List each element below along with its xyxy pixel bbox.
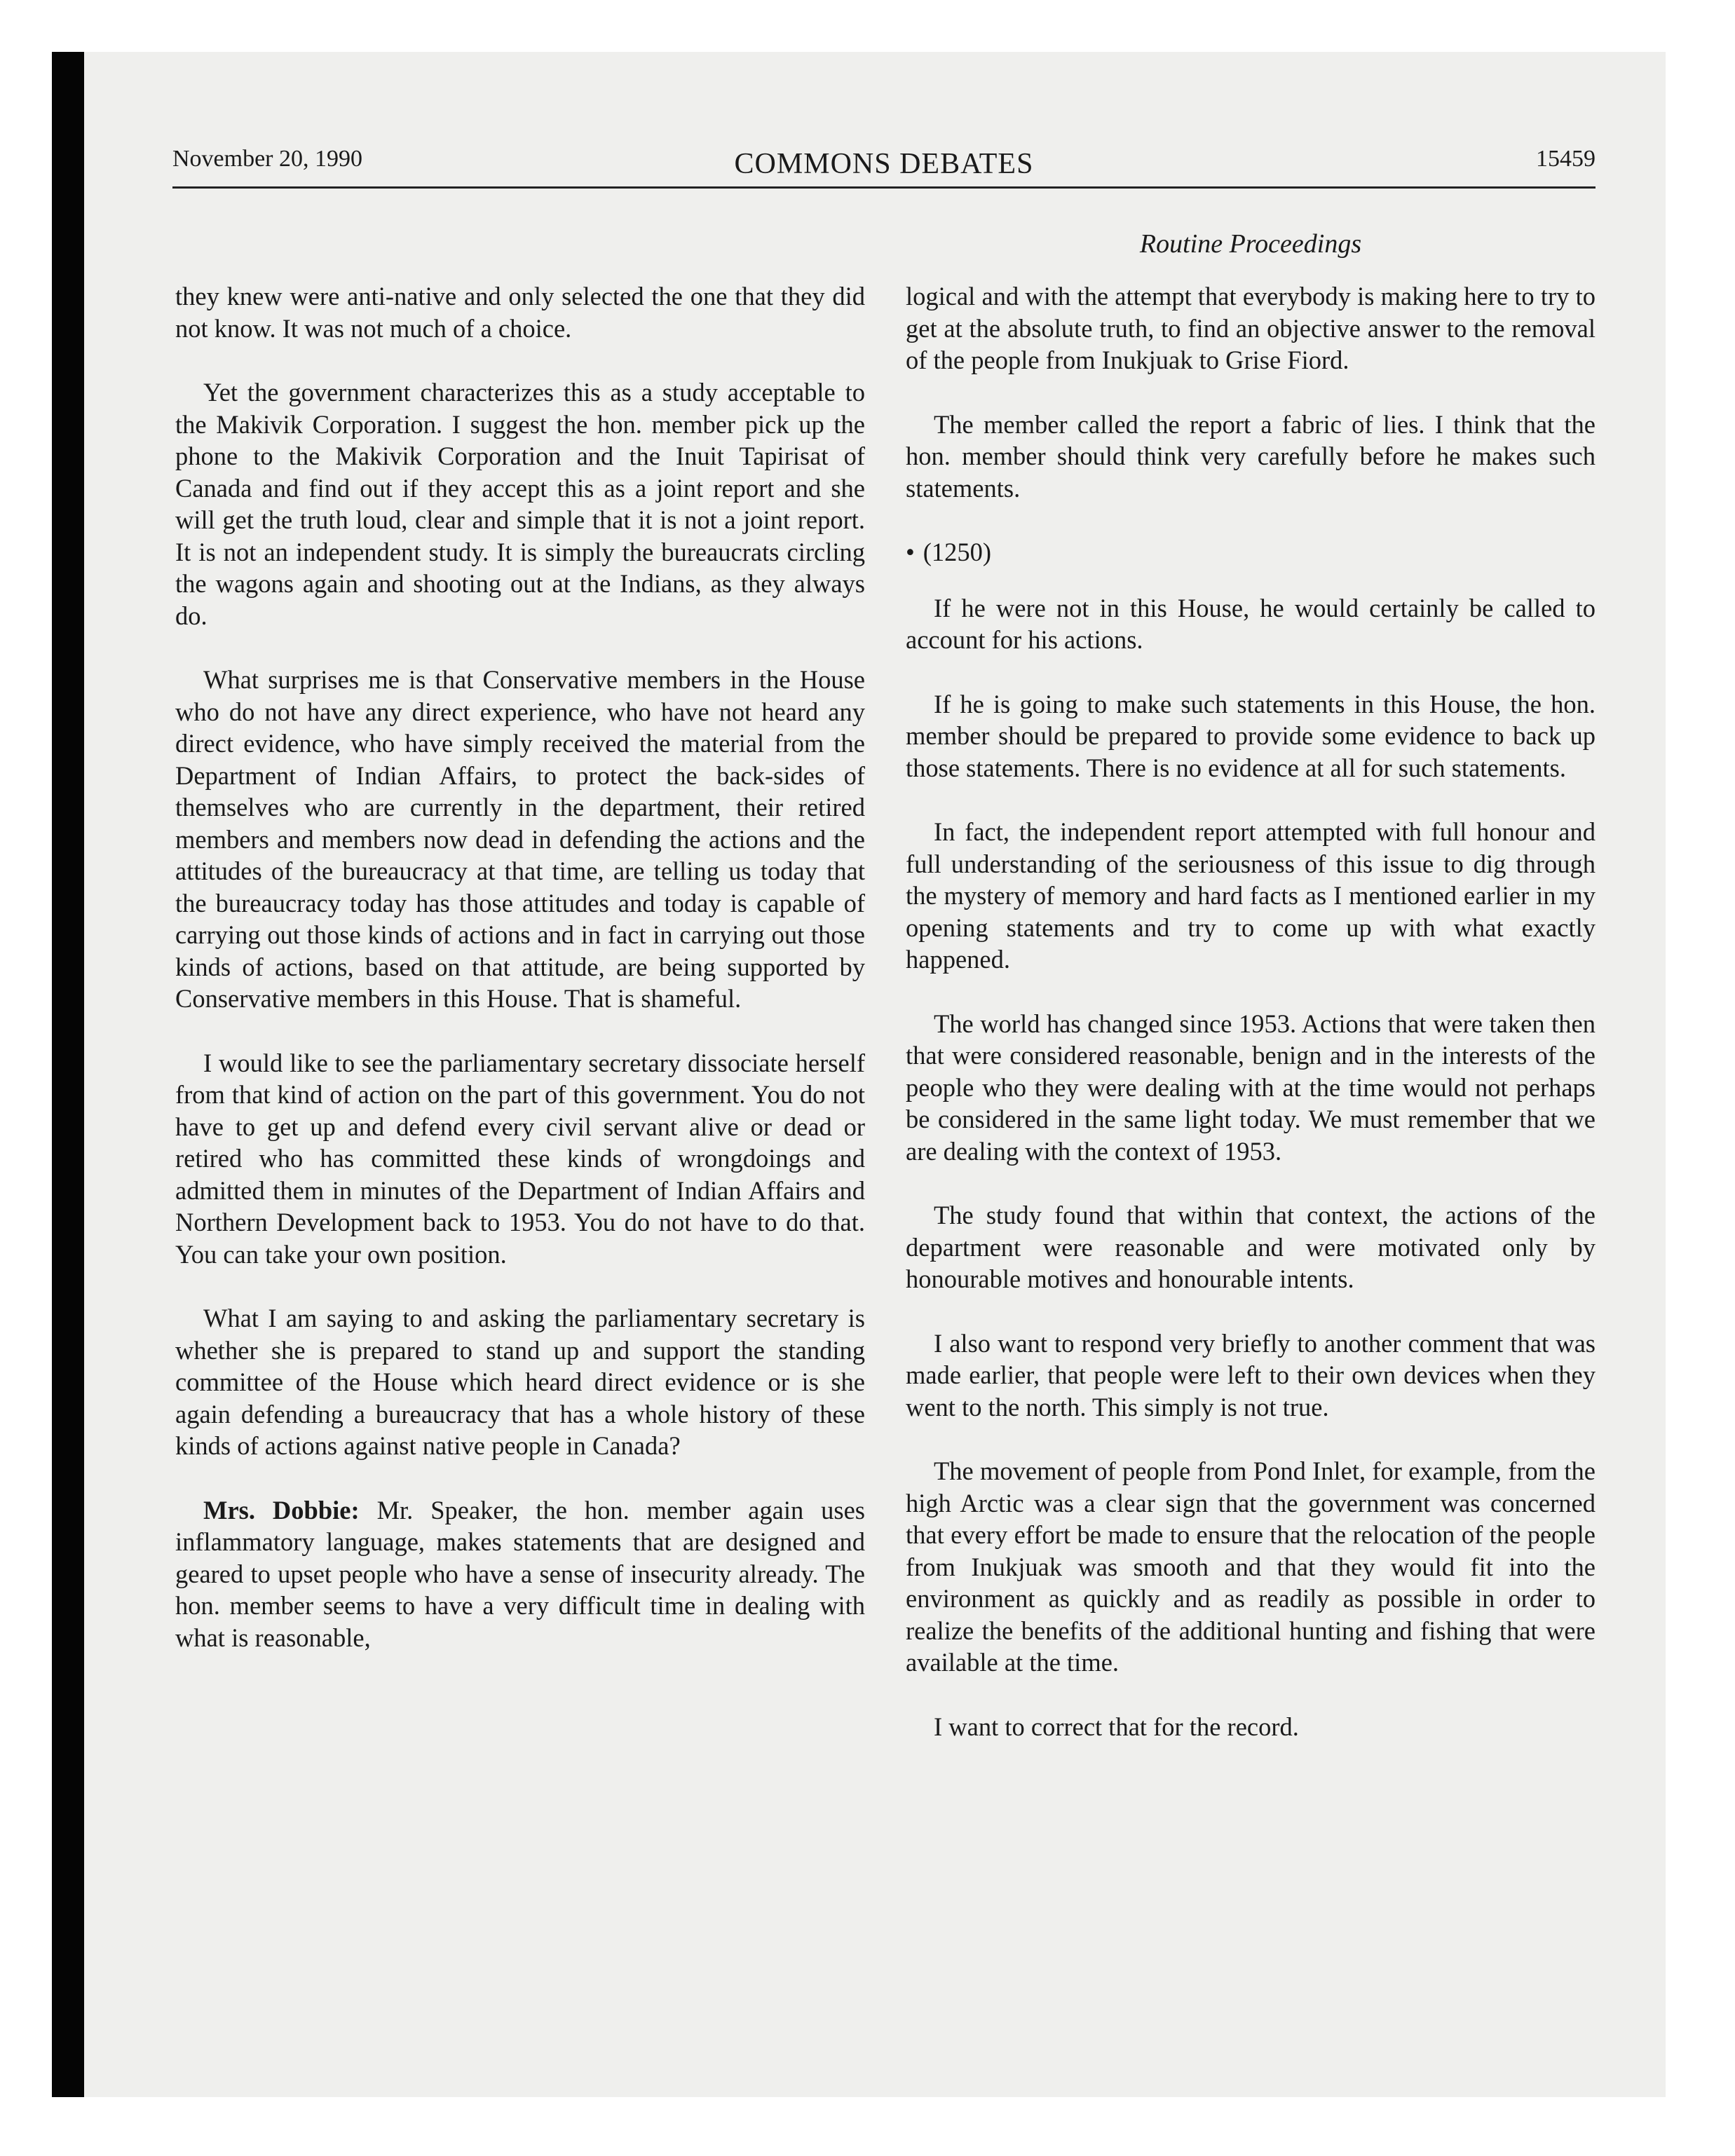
paragraph: Yet the government characterizes this as a study acceptable to the Makivik Corporation. I suggest the hon. member pick up the phone to the Makivik Corporation and the Inuit Tapirisat of Canada and find out if they accept this as a joint report and she will get the truth loud, clear and simple that it is not a joint report. It is not an independent study. It is simply the bureaucrats circling the wagons again and shooting out at the Indians, as they always do. — [175, 378, 865, 630]
paragraph: The movement of people from Pond Inlet, for example, from the high Arctic was a clear sign that the government was concerned that every effort be made to ensure that the relocation of the people from Inukjuak was smooth and that they would fit into the environment as quickly and as readily as possible in order to realize the benefits of the additional hunting and fishing that were available at the time. — [906, 1456, 1595, 1677]
time-marker — [906, 536, 1595, 568]
paragraph: logical and with the attempt that everybody is making here to try to get at the absolute truth, to find an objective answer to the removal of the people from Inukjuak to Grise Fiord. — [906, 282, 1595, 374]
paragraph: If he is going to make such statements in this House, the hon. member should be prepared to provide some evidence to back up those statements. There is no evidence at all for such statements. — [906, 689, 1595, 782]
speech-text: Mr. Speaker, the hon. member again uses inflammatory language, makes statements that are designed and geared to upset people who have a sense of insecurity already. The hon. member seems to have a very difficult time in dealing with what is reasonable, — [175, 1495, 866, 1652]
speech-paragraph — [175, 1494, 865, 1654]
speaker-name: Mrs. Dobbie: — [203, 1495, 360, 1524]
header-journal-title: COMMONS DEBATES — [734, 148, 1034, 180]
header-rule — [172, 186, 1595, 189]
bullet-icon: • — [906, 538, 915, 566]
paragraph: The study found that within that context, the actions of the department were reasonable and were motivated only by honourable motives and honourable intents. — [906, 1201, 1595, 1293]
paragraph: If he were not in this House, he would certainly be called to account for his actions. — [906, 593, 1595, 654]
right-column — [906, 280, 1595, 1775]
paragraph: they knew were anti-native and only selected the one that they did not know. It was not much of a choice. — [175, 282, 865, 343]
paragraph: I want to correct that for the record. — [934, 1712, 1299, 1741]
paragraph: I would like to see the parliamentary secretary dissociate herself from that kind of action on the part of this government. You do not have to get up and defend every civil servant alive or dead or retired who has committed these kinds of wrongdoings and admitted them in minutes of the Department of Indian Affairs and Northern Development back to 1953. You do not have to do that. You can take your own position. — [175, 1048, 865, 1269]
paragraph: What I am saying to and asking the parliamentary secretary is whether she is prepared to stand up and support the standing committee of the House which heard direct evidence or is she again defending a bureaucracy that has a whole history of these kinds of actions against native people in Canada? — [175, 1304, 865, 1460]
paragraph: What surprises me is that Conservative members in the House who do not have any direct experience, who have not heard any direct evidence, who have simply received the material from the Department of Indian Affairs, to protect the back-sides of themselves who are currently in the department, their retired members and members now dead in defending the actions and the attitudes of the bureaucracy at that time, are telling us today that the bureaucracy today has those attitudes and today is capable of carrying out those kinds of actions and in fact in carrying out those kinds of actions, based on that attitude, are being supported by Conservative members in this House. That is shameful. — [175, 665, 865, 1013]
paragraph: I also want to respond very briefly to another comment that was made earlier, that people were left to their own devices when they went to the north. This simply is not true. — [906, 1328, 1595, 1421]
paragraph: The member called the report a fabric of lies. I think that the hon. member should think very carefully before he makes such statements. — [906, 409, 1595, 503]
header-page-number: 15459 — [1536, 146, 1595, 172]
page-header — [172, 144, 1595, 186]
paragraph: In fact, the independent report attempted with full honour and full understanding of the seriousness of this issue to dig through the mystery of memory and hard facts as I mentioned earlier in my opening statements and try to come up with what exactly happened. — [906, 817, 1595, 974]
left-column — [175, 280, 865, 1686]
binding-edge — [52, 52, 84, 2097]
paragraph: The world has changed since 1953. Actions that were taken then that were considered reasonable, benign and in the interests of the people who they were dealing with at the time would not perhaps be considered in the same light today. We must remember that we are dealing with the context of 1953. — [906, 1009, 1595, 1166]
time-marker-text: (1250) — [923, 538, 992, 566]
section-title: Routine Proceedings — [1139, 229, 1362, 259]
header-date: November 20, 1990 — [172, 146, 363, 172]
